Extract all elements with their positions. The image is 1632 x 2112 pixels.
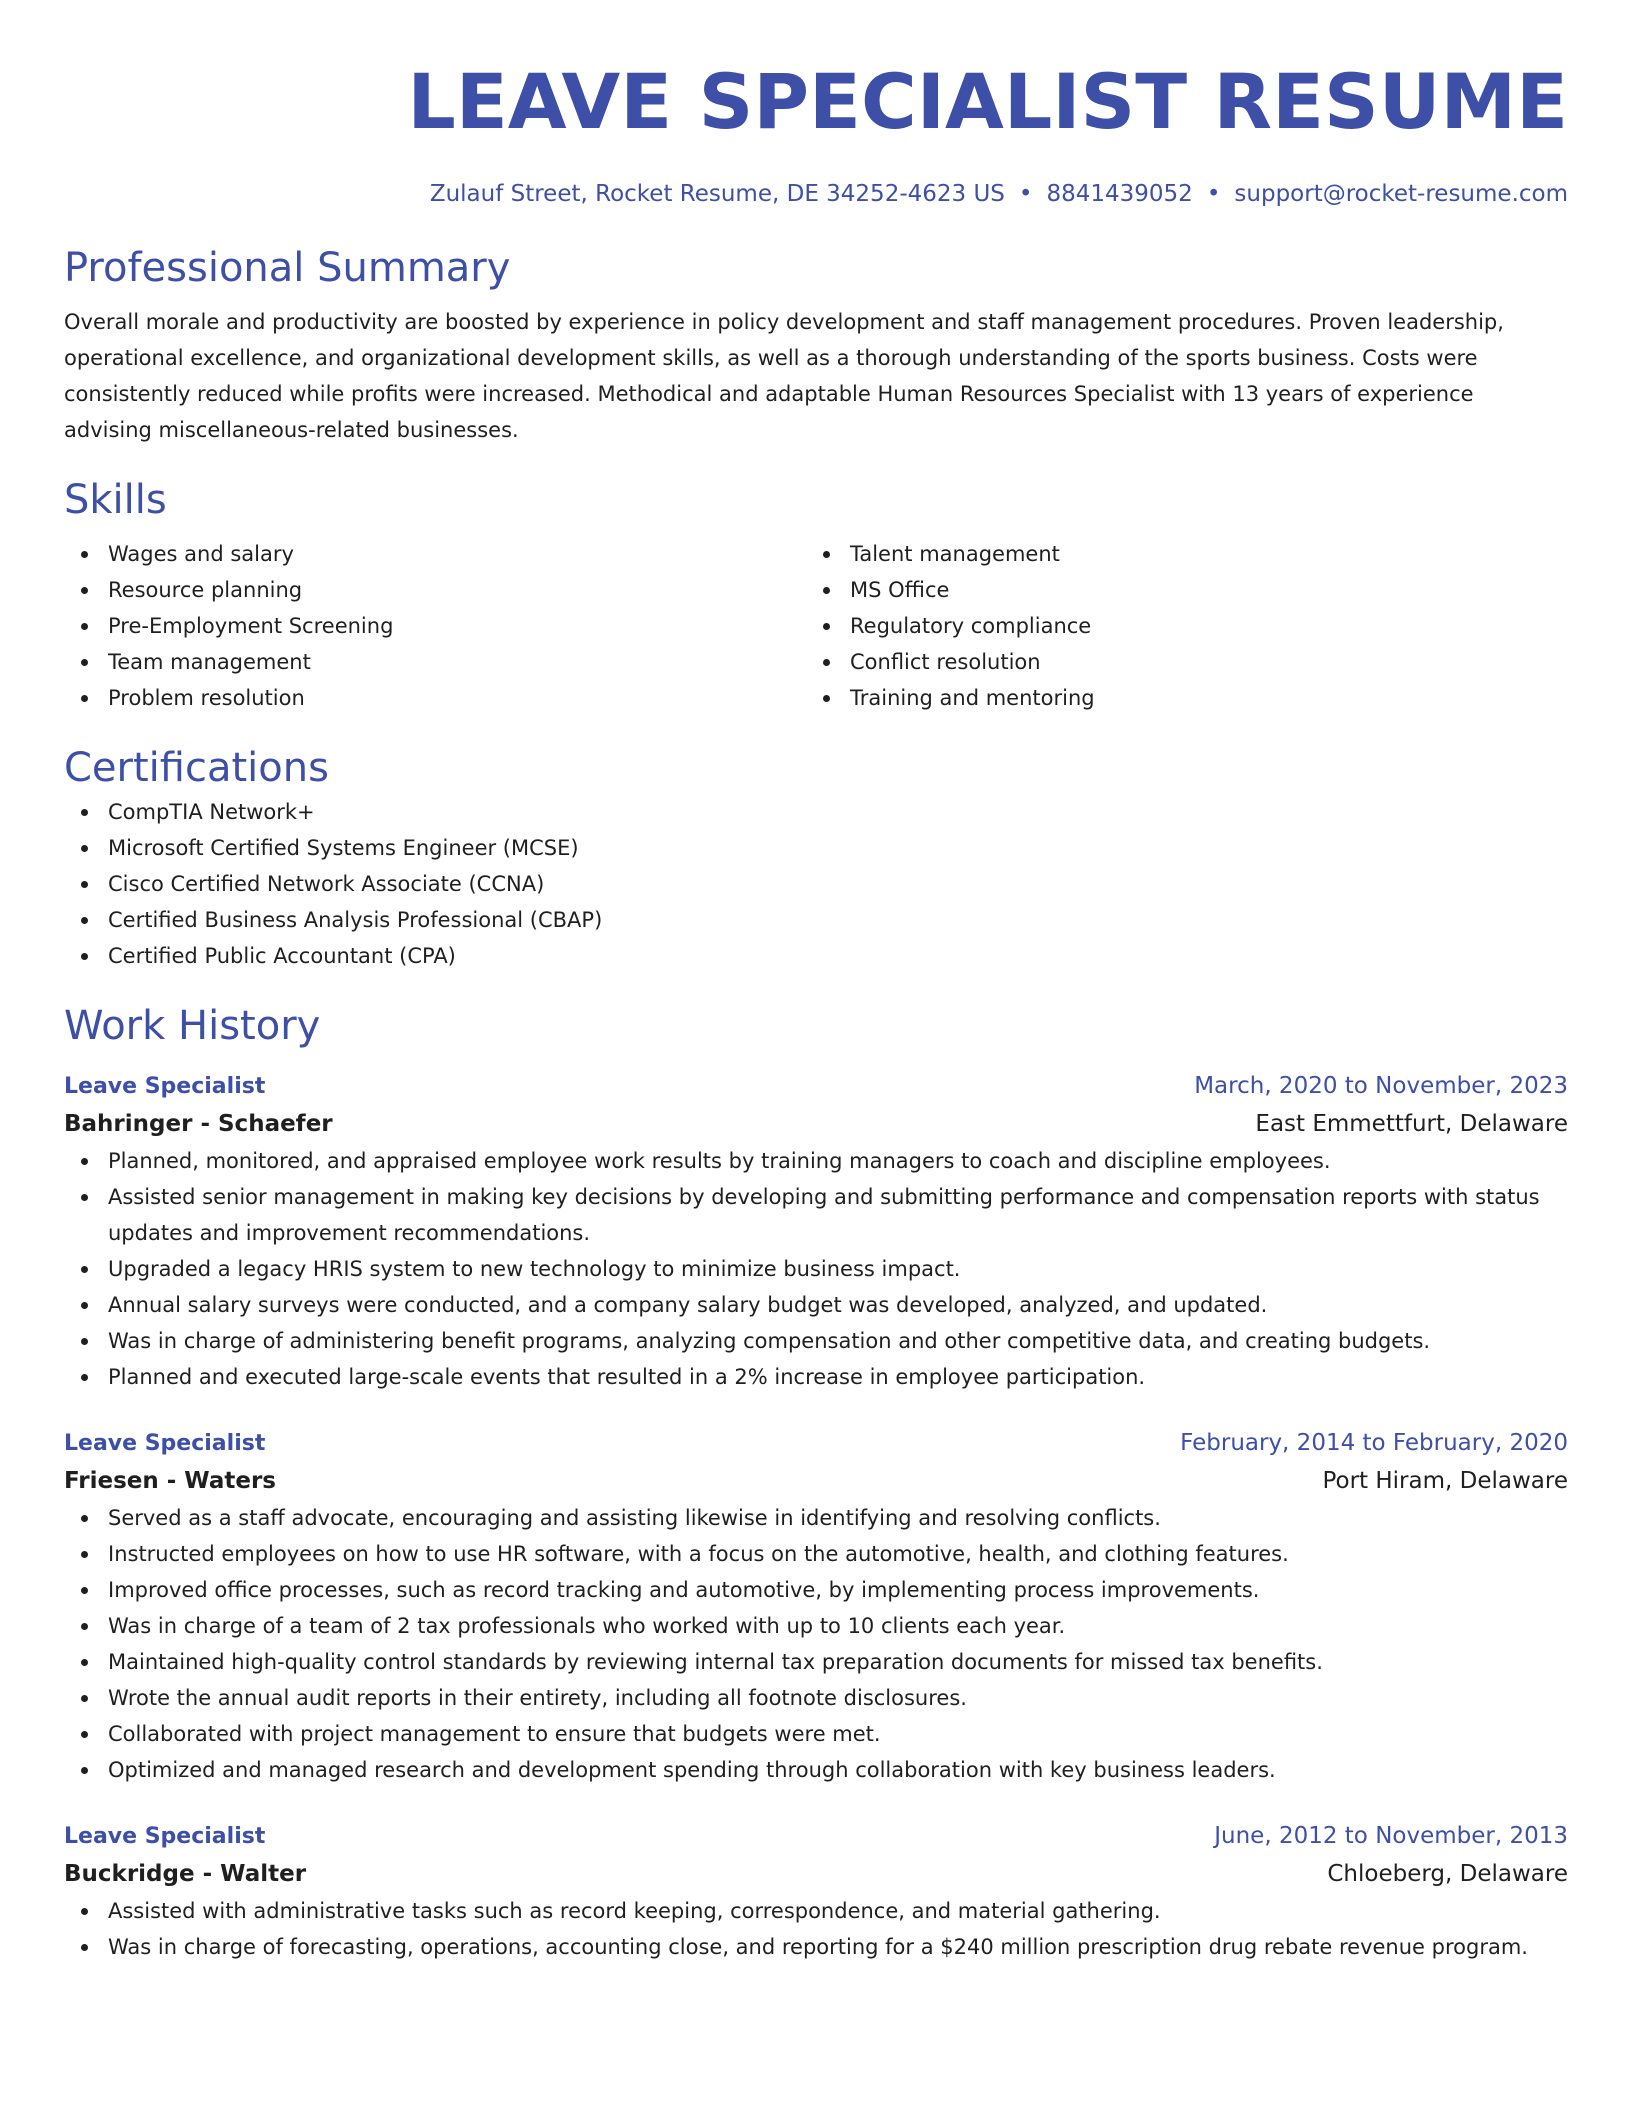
- job-dates: March, 2020 to November, 2023: [1194, 1073, 1568, 1099]
- summary-heading: Professional Summary: [64, 245, 511, 291]
- job-bullet: Improved office processes, such as record tracking and automotive, by implementing process improvements.: [64, 1572, 1568, 1608]
- job-bullet: Annual salary surveys were conducted, and a company salary budget was developed, analyzed, and updated.: [64, 1287, 1568, 1323]
- job-bullet: Instructed employees on how to use HR software, with a focus on the automotive, health, and clothing features.: [64, 1536, 1568, 1572]
- certification-item: Certified Public Accountant (CPA): [64, 938, 1568, 974]
- job-bullet: Served as a staff advocate, encouraging and assisting likewise in identifying and resolving conflicts.: [64, 1500, 1568, 1536]
- skill-item: Problem resolution: [64, 680, 806, 716]
- job-bullet: Assisted senior management in making key decisions by developing and submitting performance and compensation reports with status updates and improvement recommendations.: [64, 1179, 1568, 1251]
- skill-item: Training and mentoring: [806, 680, 1548, 716]
- job-entry: [64, 1068, 1568, 1395]
- job-role: Leave Specialist: [64, 1431, 266, 1456]
- job-role: Leave Specialist: [64, 1824, 266, 1849]
- certifications-list: [64, 794, 1568, 974]
- job-bullet: Was in charge of administering benefit programs, analyzing compensation and other competitive data, and creating budgets.: [64, 1323, 1568, 1359]
- skills-list-right: [806, 536, 1548, 716]
- work-history-heading: Work History: [64, 1003, 321, 1049]
- job-bullet-list: [64, 1143, 1568, 1395]
- skill-item: Talent management: [806, 536, 1548, 572]
- job-company-row: [64, 1462, 1568, 1500]
- certification-item: Certified Business Analysis Professional (CBAP): [64, 902, 1568, 938]
- skills-list-left: [64, 536, 806, 716]
- certification-item: Microsoft Certified Systems Engineer (MCSE): [64, 830, 1568, 866]
- job-bullet: Collaborated with project management to ensure that budgets were met.: [64, 1716, 1568, 1752]
- contact-separator: •: [1206, 181, 1221, 207]
- contact-separator: •: [1018, 181, 1033, 207]
- job-bullet: Was in charge of a team of 2 tax professionals who worked with up to 10 clients each year.: [64, 1608, 1568, 1644]
- contact-phone: 8841439052: [1046, 181, 1193, 207]
- job-header-row: [64, 1818, 1568, 1855]
- job-bullet-list: [64, 1500, 1568, 1788]
- skills-heading: Skills: [64, 477, 167, 523]
- skill-item: Regulatory compliance: [806, 608, 1548, 644]
- job-bullet: Planned and executed large-scale events that resulted in a 2% increase in employee participation.: [64, 1359, 1568, 1395]
- job-company: Bahringer - Schaefer: [64, 1111, 333, 1137]
- job-bullet: Optimized and managed research and development spending through collaboration with key business leaders.: [64, 1752, 1568, 1788]
- skill-item: Wages and salary: [64, 536, 806, 572]
- job-location: East Emmettfurt, Delaware: [1255, 1111, 1568, 1137]
- job-dates: February, 2014 to February, 2020: [1180, 1430, 1568, 1456]
- job-bullet: Wrote the annual audit reports in their entirety, including all footnote disclosures.: [64, 1680, 1568, 1716]
- skill-item: Team management: [64, 644, 806, 680]
- contact-address: Zulauf Street, Rocket Resume, DE 34252-4623 US: [429, 181, 1005, 207]
- job-company-row: [64, 1105, 1568, 1143]
- job-header-row: [64, 1425, 1568, 1462]
- job-bullet: Maintained high-quality control standards by reviewing internal tax preparation documents for missed tax benefits.: [64, 1644, 1568, 1680]
- job-entry: [64, 1425, 1568, 1788]
- skill-item: Resource planning: [64, 572, 806, 608]
- skill-item: Conflict resolution: [806, 644, 1548, 680]
- job-dates: June, 2012 to November, 2013: [1214, 1823, 1568, 1849]
- job-bullet: Upgraded a legacy HRIS system to new technology to minimize business impact.: [64, 1251, 1568, 1287]
- job-company: Buckridge - Walter: [64, 1861, 307, 1887]
- job-bullet: Assisted with administrative tasks such as record keeping, correspondence, and material gathering.: [64, 1893, 1568, 1929]
- contact-email[interactable]: support@rocket-resume.com: [1234, 181, 1568, 207]
- certifications-heading: Certifications: [64, 745, 329, 791]
- summary-text: Overall morale and productivity are boosted by experience in policy development and staff management procedures. Proven leadership, operational excellence, and organizational development skills, as well as a thorough understanding of the sports business. Costs were consistently reduced while profits were increased. Methodical and adaptable Human Resources Specialist with 13 years of experience advising miscellaneous-related businesses.: [64, 310, 1504, 442]
- job-bullet-list: [64, 1893, 1568, 1965]
- job-bullet: Planned, monitored, and appraised employee work results by training managers to coach and discipline employees.: [64, 1143, 1568, 1179]
- certification-item: CompTIA Network+: [64, 794, 1568, 830]
- contact-line: [64, 178, 1568, 210]
- job-entry: [64, 1818, 1568, 1965]
- job-location: Port Hiram, Delaware: [1322, 1468, 1568, 1494]
- job-location: Chloeberg, Delaware: [1327, 1861, 1568, 1887]
- job-header-row: [64, 1068, 1568, 1105]
- job-role: Leave Specialist: [64, 1074, 266, 1099]
- job-company: Friesen - Waters: [64, 1468, 276, 1494]
- job-company-row: [64, 1855, 1568, 1893]
- skills-grid: [64, 536, 1568, 716]
- job-bullet: Was in charge of forecasting, operations, accounting close, and reporting for a $240 million prescription drug rebate revenue program.: [64, 1929, 1568, 1965]
- resume-title: LEAVE SPECIALIST RESUME: [407, 57, 1568, 146]
- skill-item: Pre-Employment Screening: [64, 608, 806, 644]
- certification-item: Cisco Certified Network Associate (CCNA): [64, 866, 1568, 902]
- skill-item: MS Office: [806, 572, 1548, 608]
